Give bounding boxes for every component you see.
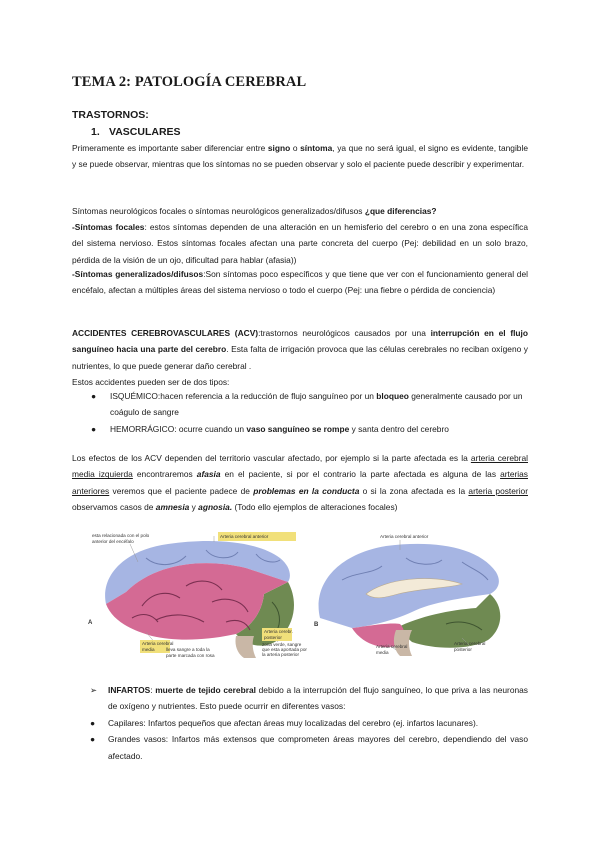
- label-a-media-1: Arteria cerebral: [142, 641, 174, 646]
- label-b-media-1: Arteria cerebral: [376, 644, 408, 649]
- label-a-media-desc-1: lleva sangre a toda la: [166, 647, 210, 652]
- paragraph-sintomas-focales: -Síntomas focales: estos síntomas dependen de una alteración en un hemisferio del cerebro o en una zona específica del sistema nervioso. Estos síntomas focales afectan una parte concreta del cuerpo (Pej: debilidad en un solo brazo, pérdida de la visión de un ojo, dificultad para hablar (afasia)): [72, 222, 528, 265]
- section-heading: TRASTORNOS:: [72, 109, 149, 121]
- label-a-post-desc-1: zona verde, sangre: [262, 642, 302, 647]
- list-item: ● ISQUÉMICO:hacen referencia a la reducción de flujo sanguíneo por un bloqueo generalmente causado por un coágulo de sangre: [91, 391, 523, 418]
- brain-arteries-figure: [86, 532, 510, 660]
- list-item: ● Capilares: Infartos pequeños que afectan áreas muy localizadas del cerebro (ej. infartos lacunares).: [90, 717, 479, 728]
- page-title: TEMA 2: PATOLOGÍA CEREBRAL: [72, 74, 307, 90]
- paragraph-territorios: Los efectos de los ACV dependen del territorio vascular afectado, por ejemplo si la parte afectada es la arteria cerebral media izquierda encontraremos afasia en el paciente, si por el contrario la parte afectada es alguna de las arterias anteriores veremos que el paciente padece de problemas en la conducta o si la zona afectada es la arteria posterior observamos casos de amnesia y agnosia. (Todo ello ejemplos de alteraciones focales): [72, 453, 528, 513]
- brain-diagram: [86, 532, 510, 660]
- paragraph-sintomas-generalizados: -Síntomas generalizados/difusos:Son síntomas poco específicos y que tiene que ver con el funcionamiento general del encéfalo, afectan a múltiples áreas del sistema nervioso o todo el cuerpo (Pej: una fiebre o pérdida de conciencia): [72, 269, 528, 296]
- label-a-topleft-1: esta relacionada con el polo: [92, 533, 150, 538]
- paragraph-acv: ACCIDENTES CEREBROVASCULARES (ACV):trastornos neurológicos causados por una interrupción en el flujo sanguíneo hacia una parte del cerebro. Esta falta de irrigación provoca que las células cerebrales no reciban oxígeno y nutrientes, lo que puede generar daño cerebral . Estos accidentes pueden ser de dos tipos:: [72, 328, 528, 388]
- label-b-media-2: media: [376, 650, 389, 655]
- subsection-label: VASCULARES: [109, 126, 181, 138]
- infartos-definition: ➢ INFARTOS: muerte de tejido cerebral debido a la interrupción del flujo sanguíneo, lo que priva a las neuronas de oxígeno y nutrientes. Esto puede ocurrir en diferentes vasos:: [86, 682, 528, 715]
- paragraph-question: Síntomas neurológicos focales o síntomas neurológicos generalizados/difusos ¿que diferencias?: [72, 206, 437, 216]
- label-a-anterior: Arteria cerebral anterior: [220, 534, 269, 539]
- panel-a-letter: A: [88, 620, 93, 626]
- label-a-media-2: media: [142, 647, 155, 652]
- panel-b-letter: B: [314, 622, 319, 628]
- label-a-post-2: posterior: [264, 635, 282, 640]
- acv-types-intro: Estos accidentes pueden ser de dos tipos:: [72, 377, 230, 388]
- label-b-post-2: posterior: [454, 647, 472, 652]
- paragraph-signo-sintoma: Primeramente es importante saber diferenciar entre signo o síntoma, ya que no será igual, el signo es evidente, tangible y se puede observar, mientras que los síntomas no se pueden observar y solo el paciente puede describir y experimentar.: [72, 143, 528, 170]
- list-item: ● HEMORRÁGICO: ocurre cuando un vaso sanguíneo se rompe y santa dentro del cerebro: [91, 423, 449, 434]
- acv-types-list: [72, 388, 528, 437]
- label-a-post-desc-2: que esta aportada por: [262, 647, 307, 652]
- subsection-number: 1.: [91, 126, 100, 138]
- label-b-anterior: Arteria cerebral anterior: [380, 534, 429, 539]
- infartos-section: [86, 682, 528, 764]
- label-a-post-desc-3: la arteria posterior: [262, 652, 300, 657]
- label-b-post-1: Arteria cerebral: [454, 641, 486, 646]
- arrow-icon: ➢: [90, 685, 98, 695]
- label-a-post-1: Arteria cerebr.: [264, 629, 293, 634]
- label-a-topleft-2: anterior del encéfalo: [92, 539, 134, 544]
- label-a-media-desc-2: parte marcada con rosa: [166, 653, 215, 658]
- list-item: ● Grandes vasos: Infartos más extensos que comprometen áreas mayores del cerebro, dependiendo del vaso afectado.: [90, 734, 528, 761]
- subsection-heading: [91, 126, 181, 138]
